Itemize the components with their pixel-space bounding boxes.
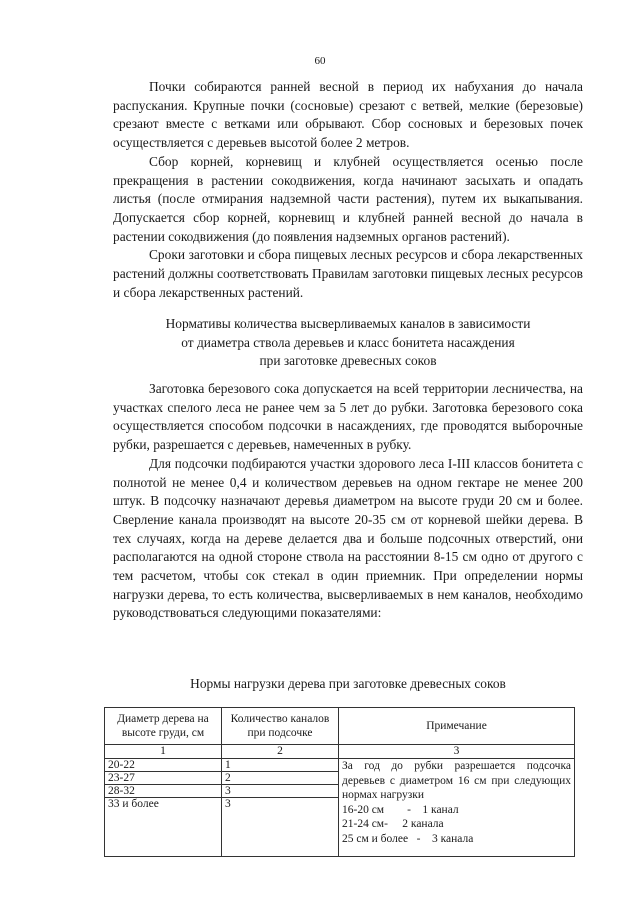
table-header-row — [105, 708, 575, 745]
cell-diameter: 23-27 — [105, 772, 222, 785]
paragraph-buds: Почки собираются ранней весной в период их набухания до начала распускания. Крупные почки (сосновые) срезают с ветвей, мелкие (березовые) срезают вместе с ветками или обрывают. Сбор сосновых и березовых почек осуществляется с деревьев высотой более 2 метров. — [113, 79, 583, 151]
body-text-top — [113, 78, 583, 302]
cell-diameter: 33 и более — [105, 798, 222, 857]
cell-diameter: 20-22 — [105, 759, 222, 772]
cell-channels: 2 — [222, 772, 339, 785]
body-text-bottom — [113, 380, 583, 623]
note-line: 16-20 см - 1 канал — [342, 803, 459, 816]
page-number: 60 — [314, 55, 326, 67]
note-intro: За год до рубки разрешается подсочка деревьев с диаметром 16 см при следующих нормах нагрузки — [342, 760, 571, 802]
section-heading-line-1: Нормативы количества высверливаемых каналов в зависимости — [165, 316, 531, 331]
column-number: 2 — [222, 745, 339, 759]
header-note: Примечание — [339, 708, 575, 745]
note-line: 21-24 см- 2 канала — [342, 818, 444, 831]
column-number: 3 — [339, 745, 575, 759]
section-heading-line-3: при заготовке древесных соков — [259, 353, 437, 369]
note-line: 25 см и более - 3 канала — [342, 832, 474, 845]
column-number-row — [105, 745, 575, 759]
cell-channels: 3 — [222, 785, 339, 798]
paragraph-birch-sap: Заготовка березового сока допускается на всей территории лесничества, на участках спелого леса не ранее чем за 5 лет до рубки. Заготовка березового сока осуществляется способом подсочки в насаждениях, где проводятся выборочные рубки, разрешается с деревьев, намеченных в рубку. — [113, 381, 583, 453]
column-number: 1 — [105, 745, 222, 759]
cell-note — [339, 759, 575, 857]
cell-channels: 1 — [222, 759, 339, 772]
header-channels: Количество каналов при подсочке — [222, 708, 339, 745]
header-diameter: Диаметр дерева на высоте груди, см — [105, 708, 222, 745]
cell-diameter: 28-32 — [105, 785, 222, 798]
table-title: Нормы нагрузки дерева при заготовке древесных соков — [190, 676, 506, 691]
cell-channels: 3 — [222, 798, 339, 857]
table-row — [105, 759, 575, 772]
section-heading — [113, 315, 583, 371]
paragraph-roots: Сбор корней, корневищ и клубней осуществляется осенью после прекращения в растении сокодвижения, когда начинают засыхать и опадать листья (после отмирания надземной части растения), путем их выкапывания. Допускается сбор корней, корневищ и клубней ранней весной до начала в растении сокодвижения (до появления надземных органов растений). — [113, 153, 583, 244]
paragraph-terms: Сроки заготовки и сбора пищевых лесных ресурсов и сбора лекарственных растений должны соответствовать Правилам заготовки пищевых лесных ресурсов и сбора лекарственных растений. — [113, 247, 583, 300]
load-norms-table — [104, 707, 575, 857]
section-heading-line-2: от диаметра ствола деревьев и класс бонитета насаждения — [181, 334, 515, 350]
paragraph-tapping: Для подсочки подбираются участки здорового леса I-III классов бонитета с полнотой не менее 0,4 и количеством деревьев на одном гектаре не менее 200 штук. В подсочку назначают деревья диаметром на высоте груди 20 см и более. Сверление канала производят на высоте 20-35 см от корневой шейки дерева. В тех случаях, когда на дереве делается два и больше подсочных отверстий, они располагаются на одной стороне ствола на расстоянии 8-15 см одно от другого с тем расчетом, чтобы сок стекал в один приемник. При определении нормы нагрузки дерева, то есть количества, высверливаемых в нем каналов, необходимо руководствоваться следующими показателями: — [113, 455, 583, 621]
